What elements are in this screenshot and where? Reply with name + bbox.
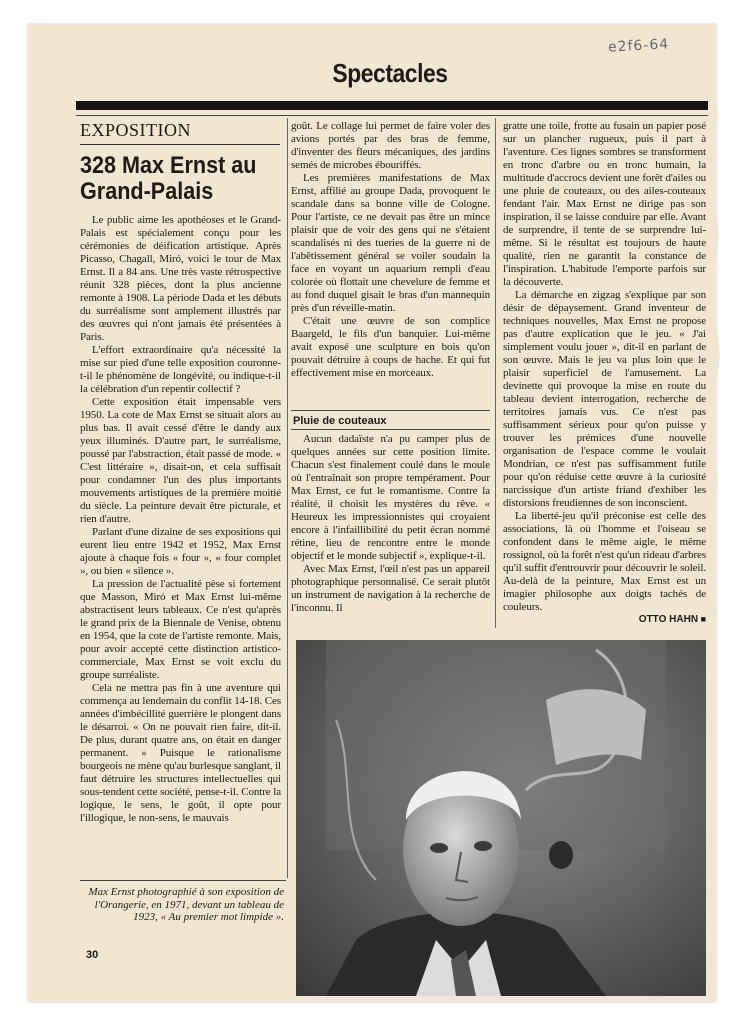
article-column-1 bbox=[80, 214, 281, 876]
kicker-underline bbox=[80, 144, 280, 145]
page-number: 30 bbox=[86, 949, 99, 961]
paragraph: L'effort extraordinaire qu'a nécessité la mise sur pied d'une telle exposition couronne-t-il le phénomène de longévité, ou indique-t-il la célébration d'un repentir collectif ? bbox=[80, 344, 281, 395]
column-divider bbox=[287, 118, 288, 878]
article-subhead: Pluie de couteaux bbox=[293, 415, 387, 427]
header-thin-rule bbox=[76, 115, 708, 116]
article-column-2 bbox=[291, 120, 490, 410]
paragraph: La pression de l'actualité pèse si fortement que Masson, Miró et Max Ernst lui-même abstractisent leurs tableaux. Ce n'est qu'après le grand prix de la Biennale de Venise, obtenu en 1954, que la cote de l'artiste remonte. Mais, pour avoir accepté cette distinction artistico-commerciale, Max Ernst se voit exclu du groupe surréaliste. bbox=[80, 578, 281, 681]
paragraph: Le public aime les apothéoses et le Grand-Palais est spécialement conçu pour les cérémonies de déification artistique. Après Picasso, Chagall, Miró, voici le tour de Max Ernst. Il a 84 ans. Une très vaste rétrospective réunit 328 pièces, dont la plus ancienne remonte à 1908. La période Dada et les débuts du surréalisme sont amplement illustrés par des œuvres qui n'ont jamais été présentées à Paris. bbox=[80, 214, 281, 343]
article-headline: 328 Max Ernst au Grand-Palais bbox=[80, 152, 257, 205]
article-column-3 bbox=[503, 120, 706, 628]
paragraph: Les premières manifestations de Max Ernst, affilié au groupe Dada, provoquent le scandale dans sa bonne ville de Cologne. Pour l'artiste, ce ne devait pas être un mince plaisir que de voir des gens qui ne s'étaient scandalisés ni des tueries de la guerre ni de l'abêtissement général se voiler soudain la face en voyant un aquarium rempli d'eau colorée où flottait une chevelure de femme et au fond duquel gisait le bras d'un mannequin près d'un réveille-matin. bbox=[291, 172, 490, 314]
paragraph: Avec Max Ernst, l'œil n'est pas un appareil photographique personnalisé. Ce serait plutôt un instrument de navigation à la recherche de l'inconnu. Il bbox=[291, 563, 490, 614]
portrait-photo bbox=[296, 640, 706, 996]
paragraph: Aucun dadaïste n'a pu camper plus de quelques années sur cette position limite. Chacun s'est finalement coulé dans le moule où l'entraînait son propre tempérament. Pour Max Ernst, ce fut le romantisme. Contre la réalité, il choisit les mystères du rêve. « Heureux les impressionnistes qui croyaient encore à l'infaillibilité du petit écran nommé rétine, lieu de rencontre entre le monde objectif et le monde subjectif », explique-t-il. bbox=[291, 433, 490, 562]
header-thick-rule bbox=[76, 101, 708, 110]
paragraph: La démarche en zigzag s'explique par son désir de dépaysement. Grand inventeur de techniques nouvelles, Max Ernst ne propose pas d'autre explication que le jeu. « J'ai simplement voulu jouer », dit-il en parlant de son œuvre. Mais le jeu va plus loin que le plaisir superficiel de l'amusement. La devinette qui provoque la mise en route du tableau devient interrogation, recherche de territoires jamais vus. Ce n'est pas suffisamment sérieux pour qu'on puisse y trouver les prémices d'une nouvelle organisation de l'espace comme le voulait Mondrian, ce n'est pas suffisamment futile pour qu'on réduise cette œuvre à la curiosité narcissique d'un artiste friand d'exhiber les distorsions freudiennes de son inconscient. bbox=[503, 289, 706, 509]
subhead-rule bbox=[291, 410, 490, 411]
paragraph: La liberté-jeu qu'il préconise est celle des associations, là où l'homme et l'oiseau se confondent dans le même aigle, le même rossignol, où la forêt n'est qu'un rideau d'arbres qu'il suffit d'entrouvrir pour découvrir le soleil. Au-delà de la peinture, Max Ernst est un imagier philosophe aux doigts tachés de couleurs. bbox=[503, 510, 706, 613]
paragraph: gratte une toile, frotte au fusain un papier posé sur un plancher rugueux, puis il part à l'aventure. Ces lignes sombres se transforment en tronc d'arbre ou en tronc humain, la multitude d'accrocs devient une forêt d'ailes ou une pluie de couteaux, ou des ailes-couteaux fendant l'air. Max Ernst ne dirige pas son inspiration, il se laisse conduire par elle. Avant de surprendre, il tente de se surprendre lui-même. Si le résultat est toujours de haute qualité, rien ne garantit la constance de l'inspiration. L'habitude l'emporte parfois sur la découverte. bbox=[503, 120, 706, 288]
handwritten-archive-note: e2f6-64 bbox=[607, 36, 670, 56]
paragraph: Cette exposition était impensable vers 1950. La cote de Max Ernst se situait alors au plus bas. Il avait cessé d'être le dandy aux yeux illuminés. D'autre part, le surréalisme, poussé par l'abstraction, était passé de mode. « C'est littéraire », disait-on, et cela suffisait pour condamner l'un des plus importants mouvements artistiques de la première moitié du siècle. La peinture devait être picturale, et rien d'autre. bbox=[80, 396, 281, 525]
article-byline: OTTO HAHN ■ bbox=[610, 614, 706, 625]
paragraph: Parlant d'une dizaine de ses expositions qui eurent lieu entre 1942 et 1952, Max Ernst ajoute à chaque fois « four », « four complet », ou bien « silence ». bbox=[80, 526, 281, 577]
column-divider bbox=[495, 118, 496, 628]
caption-rule bbox=[80, 880, 286, 881]
article-column-2-continued bbox=[291, 433, 490, 628]
article-kicker: EXPOSITION bbox=[80, 120, 191, 140]
section-title: Spectacles bbox=[332, 58, 448, 88]
paragraph: C'était une œuvre de son complice Baargeld, le fils d'un banquier. Lui-même avait exposé une sculpture en bois qu'on pouvait détruire à coups de hache. Et qui fut effectivement mise en morceaux. bbox=[291, 315, 490, 379]
paragraph: goût. Le collage lui permet de faire voler des avions portés par des bras de femme, d'inventer des fleurs mécaniques, des jardins semés de microbes ébouriffés. bbox=[291, 120, 490, 171]
paragraph: Cela ne mettra pas fin à une aventure qui commença au lendemain du conflit 14-18. Ces années d'imbécillité guerrière le plongent dans le désarroi. « On ne pouvait rien faire, dit-il. De plus, durant quatre ans, on était en danger permanent. » Puisque le rationalisme bourgeois ne mène qu'au burlesque sanglant, il faut détruire les structures intellectuelles qui sous-tendent cette société, pense-t-il. Contre la logique, le sens, le goût, il opte pour l'illogique, le non-sens, le mauvais bbox=[80, 682, 281, 824]
photo-caption: Max Ernst photographié à son exposition de l'Orangerie, en 1971, devant un tableau de 1923, « Au premier mot limpide ». bbox=[88, 886, 284, 923]
subhead-rule bbox=[291, 429, 490, 430]
